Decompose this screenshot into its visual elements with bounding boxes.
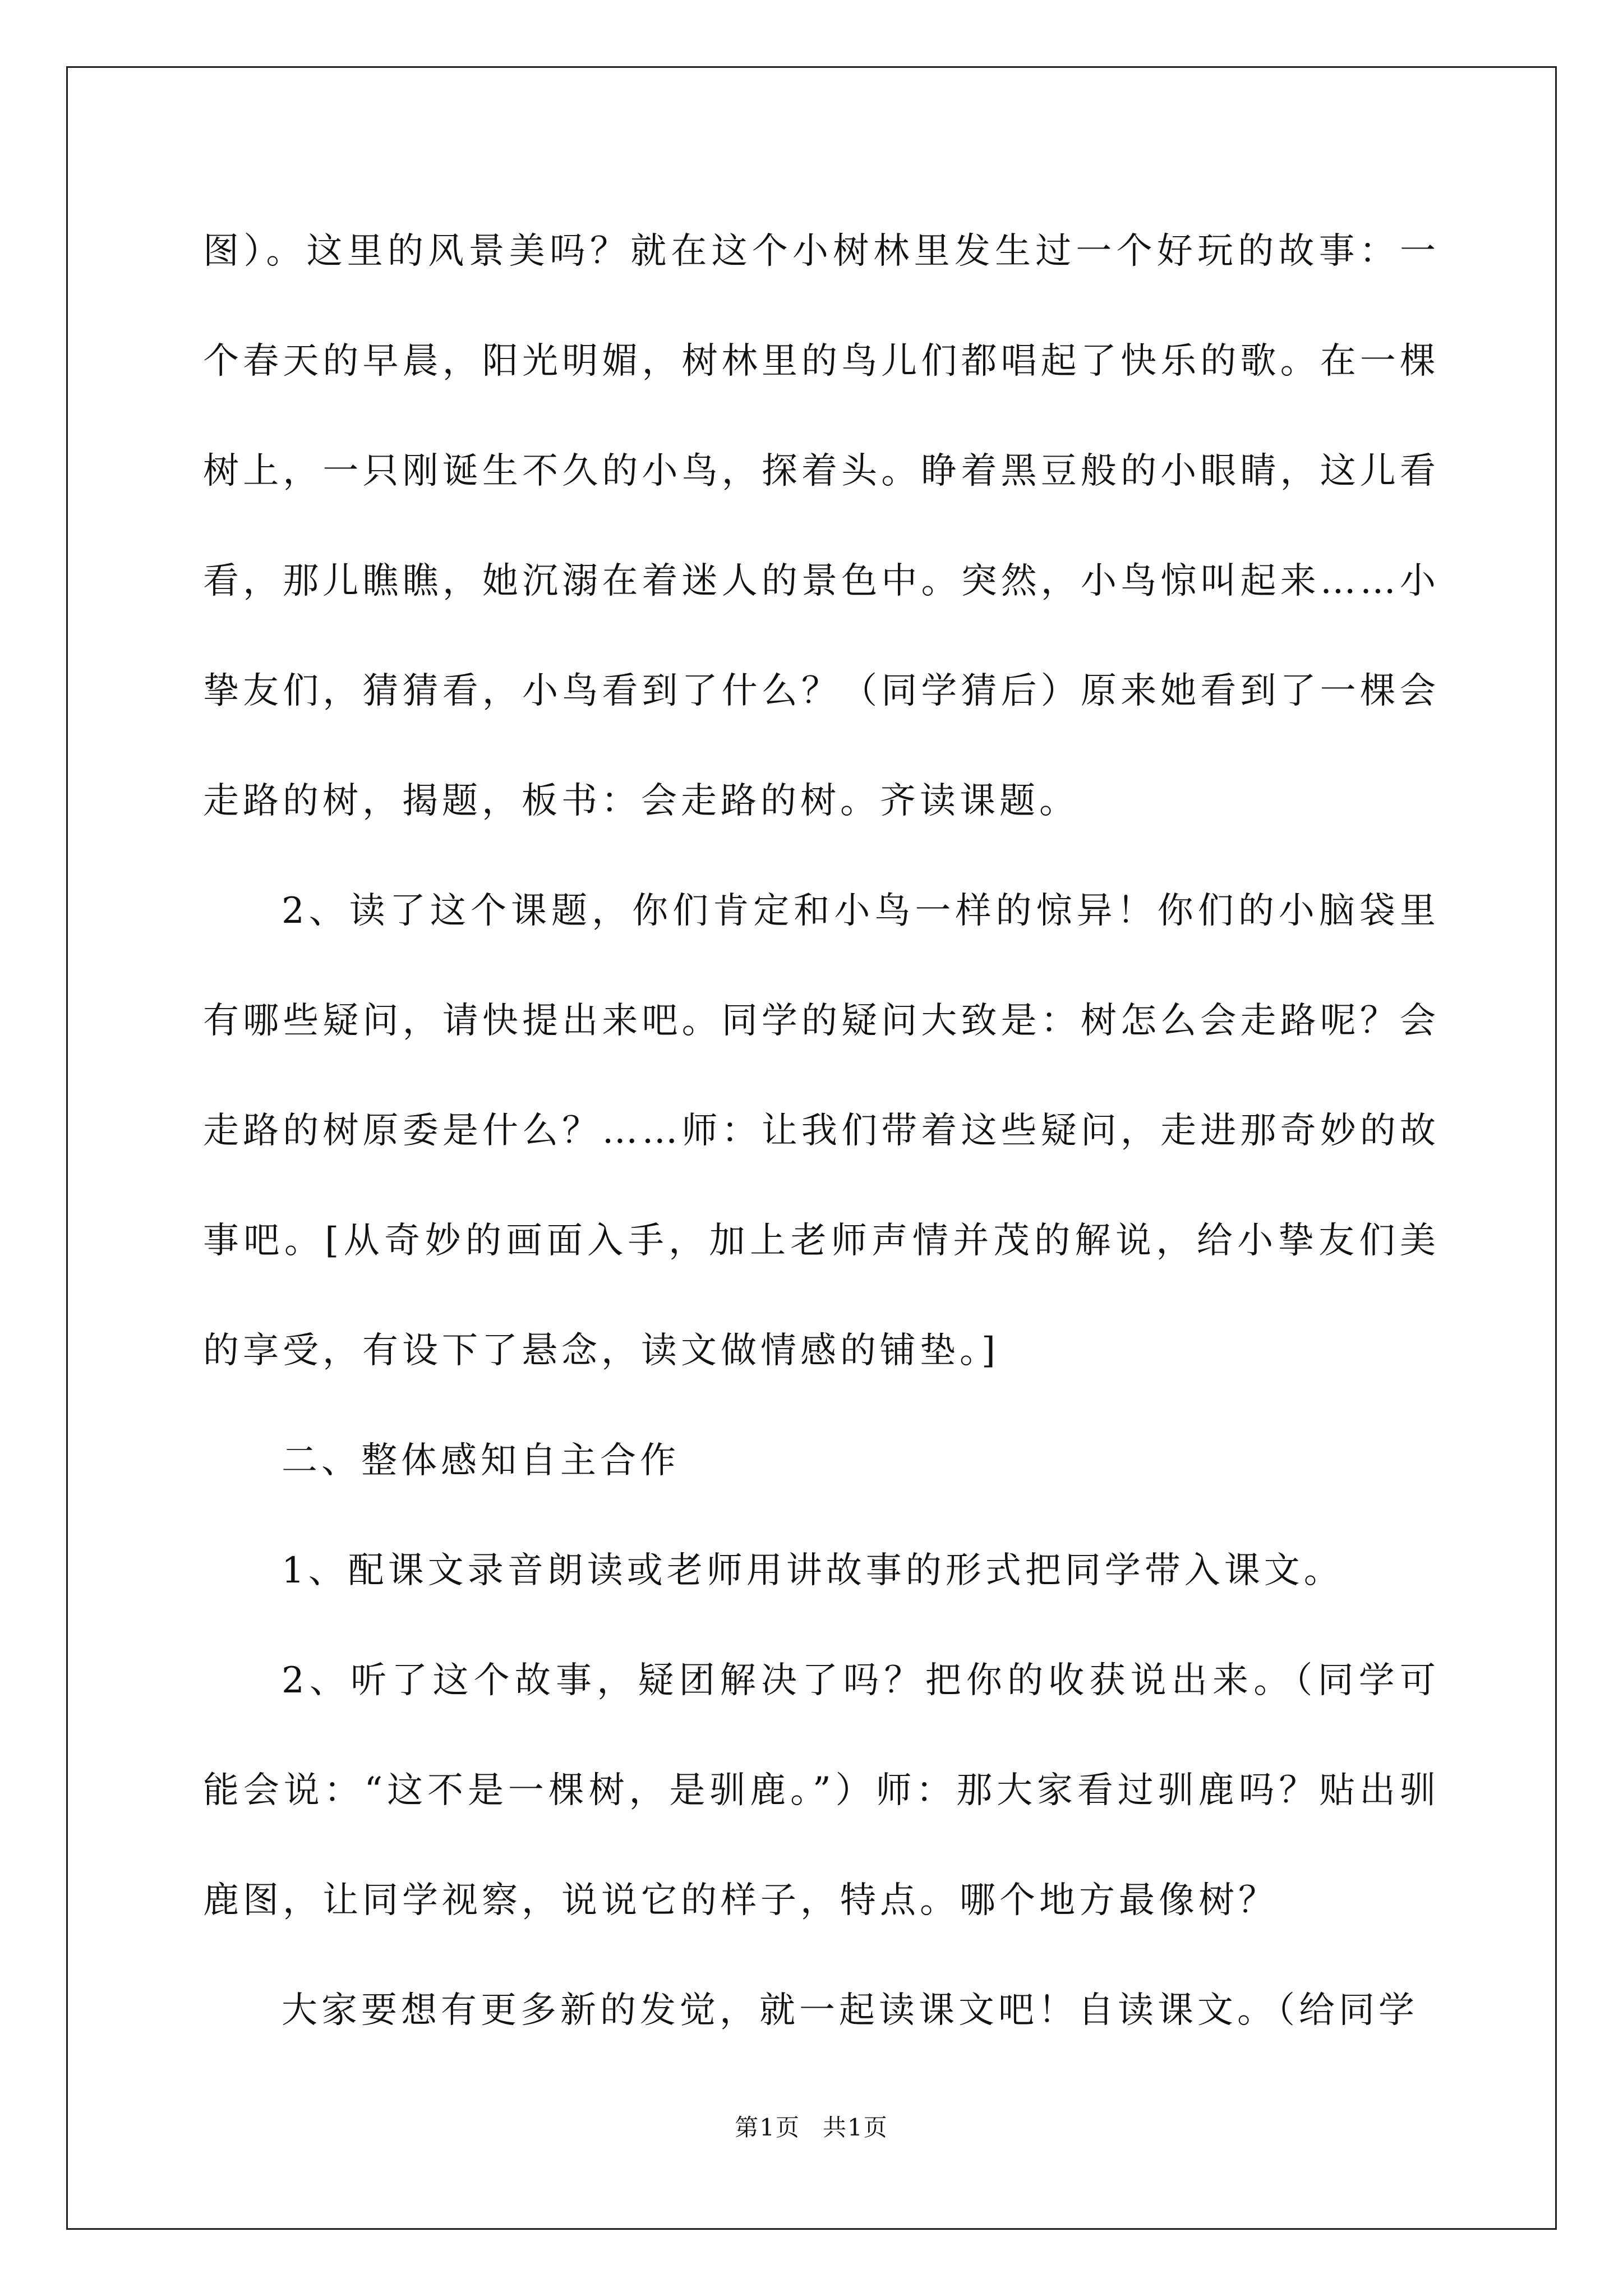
document-body: [203, 196, 1440, 2065]
paragraph: 大家要想有更多新的发觉，就一起读课文吧！自读课文。（给同学: [282, 1990, 1418, 2031]
paragraph: 图）。这里的风景美吗？就在这个小树林里发生过一个好玩的故事：一个春天的早晨，阳光明媚，树林里的鸟儿们都唱起了快乐的歌。在一棵树上，一只刚诞生不久的小鸟，探着头。睁着黑豆般的小眼睛，这儿看看，那儿瞧瞧，她沉溺在着迷人的景色中。突然，小鸟惊叫起来……小挚友们，猜猜看，小鸟看到了什么？（同学猜后）原来她看到了一棵会走路的树，揭题，板书：会走路的树。齐读课题。: [203, 231, 1440, 822]
paragraph: 2、听了这个故事，疑团解决了吗？把你的收获说出来。（同学可能会说：“这不是一棵树，是驯鹿。”）师：那大家看过驯鹿吗？贴出驯鹿图，让同学视察，说说它的样子，特点。哪个地方最像树？: [203, 1660, 1440, 1921]
page-total: 共1页: [823, 2114, 888, 2141]
section-heading: 二、整体感知自主合作: [282, 1440, 680, 1481]
paragraph: 1、配课文录音朗读或老师用讲故事的形式把同学带入课文。: [282, 1550, 1344, 1591]
paragraph: 2、读了这个课题，你们肯定和小鸟一样的惊异！你们的小脑袋里有哪些疑问，请快提出来吧。同学的疑问大致是：树怎么会走路呢？会走路的树原委是什么？……师：让我们带着这些疑问，走进那奇妙的故事吧。[从奇妙的画面入手，加上老师声情并茂的解说，给小挚友们美的享受，有设下了悬念，读文做情感的铺垫。]: [203, 890, 1440, 1372]
page-footer: [0, 2109, 1623, 2143]
page-number: 第1页: [735, 2114, 800, 2141]
